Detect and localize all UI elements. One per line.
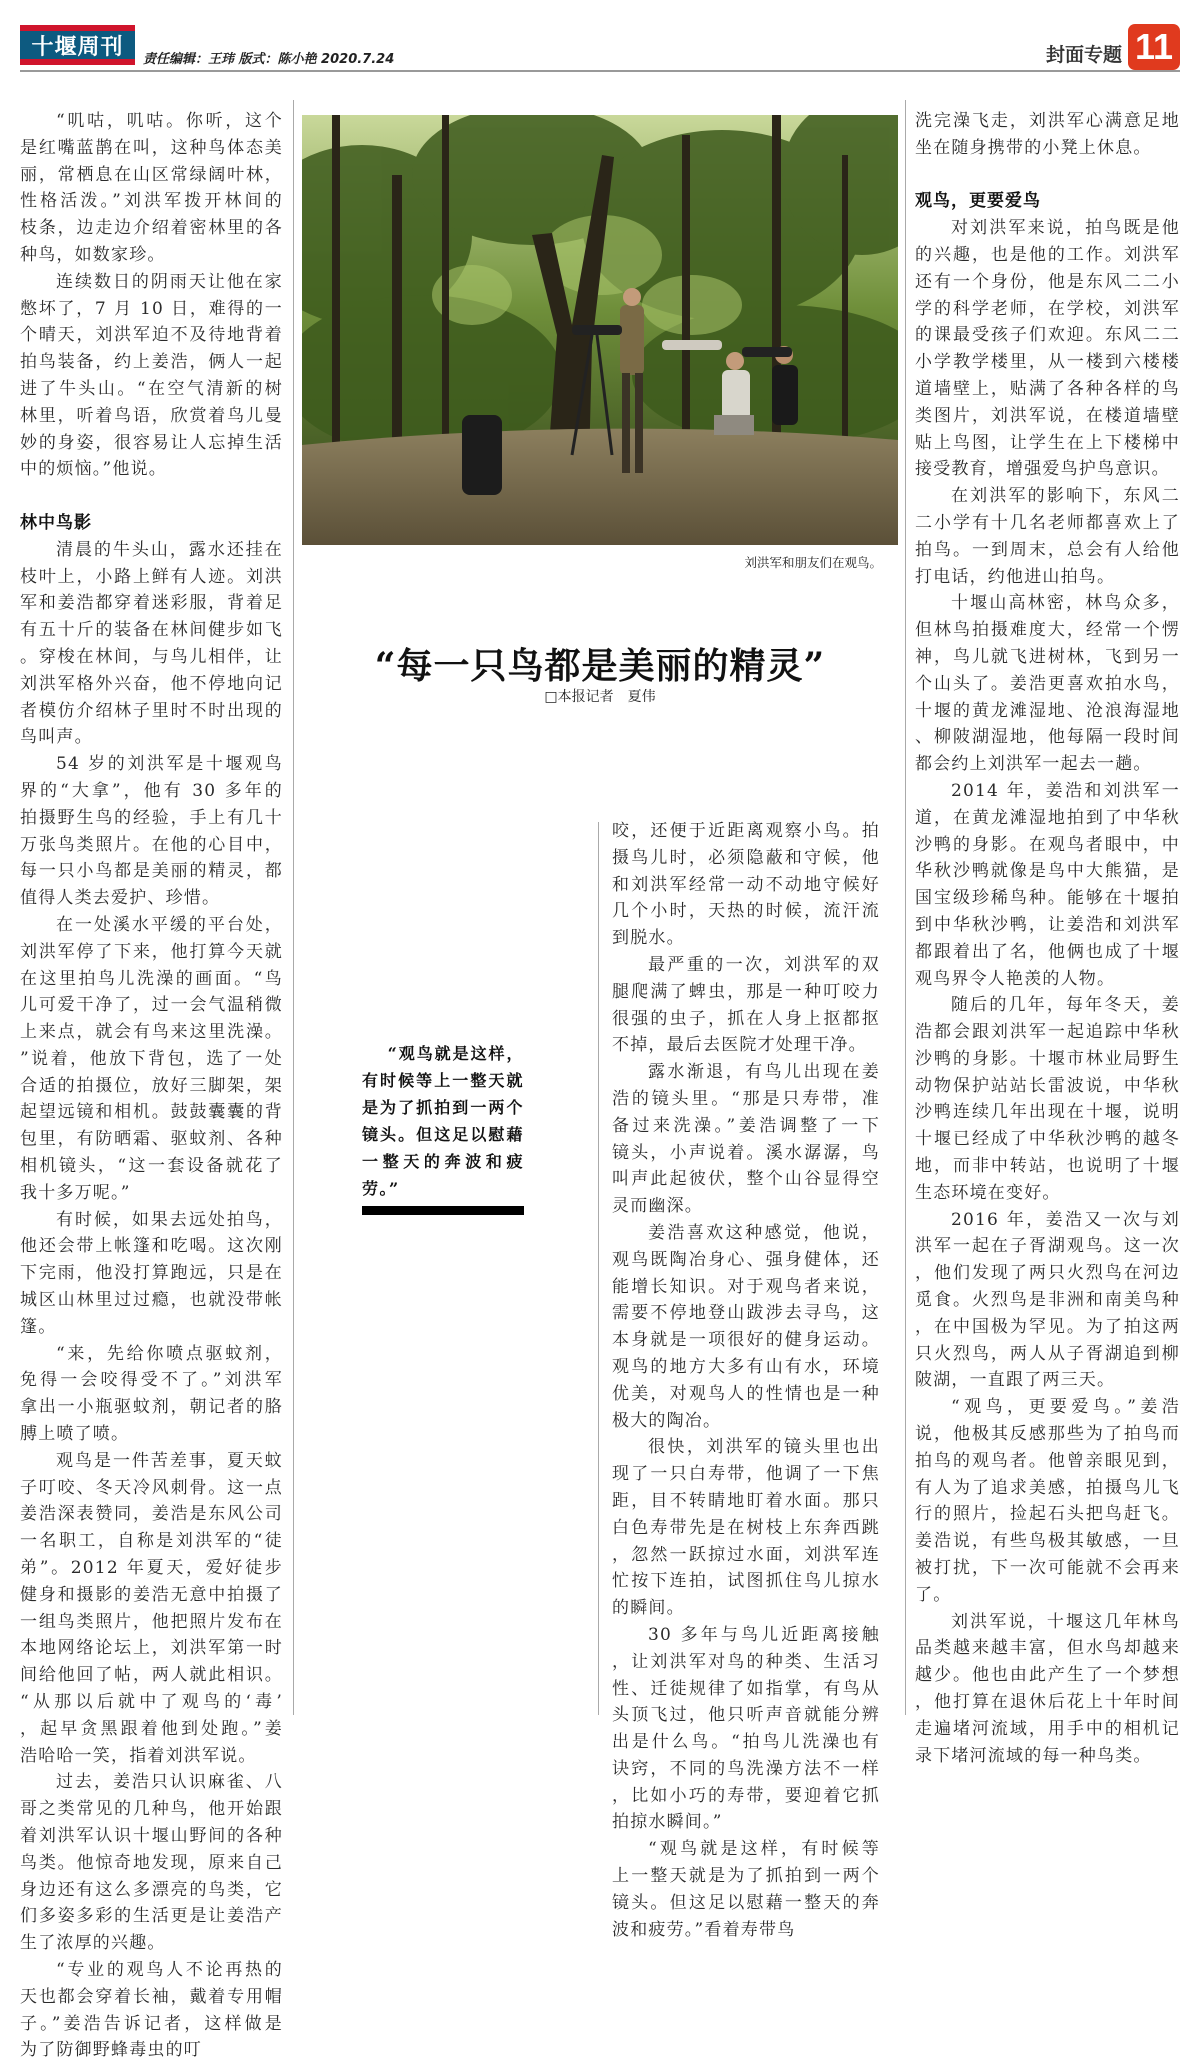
text-line: 十堰的黄龙滩湿地、沧浪海湿地 (915, 700, 1180, 721)
text-line: 观鸟既陶冶身心、强身健体，还 (612, 1249, 880, 1270)
text-line: 录下堵河流域的每一种鸟类。 (915, 1745, 1152, 1766)
text-line: ，起早贪黑跟着他到处跑。”姜 (20, 1718, 283, 1739)
text-line: 镜头。但这足以慰藉一整天的奔 (612, 1892, 880, 1913)
text-line: 值得人类去爱护、珍惜。 (20, 888, 221, 909)
text-line: 镜头，小声说着。溪水潺潺，鸟 (612, 1142, 880, 1163)
text-line: 生态环境在变好。 (915, 1182, 1061, 1203)
text-line: 的课最受孩子们欢迎。东风二二 (915, 325, 1180, 346)
text-line: 子叮咬、冬天冷风刺骨。这一点 (20, 1477, 283, 1498)
paragraph (20, 912, 283, 1207)
text-line: 十堰已经成了中华秋沙鸭的越冬 (915, 1129, 1180, 1150)
text-line: 免得一会咬得受不了。”刘洪军 (20, 1370, 283, 1391)
text-line: 只火烈鸟，两人从子胥湖追到柳 (915, 1343, 1180, 1364)
text-line: 在这里拍鸟儿洗澡的画面。“鸟 (20, 968, 283, 989)
text-line: 性格活泼。”刘洪军拨开林间的 (20, 191, 283, 212)
text-line: 优美，对观鸟人的性情也是一种 (612, 1383, 880, 1404)
paragraph (20, 1448, 283, 1770)
text-line: 个晴天，刘洪军迫不及待地背着 (20, 325, 283, 346)
text-line: 清晨的牛头山，露水还挂在 (56, 539, 283, 560)
text-line: 距，目不转睛地盯着水面。那只 (612, 1490, 880, 1511)
paragraph (915, 1394, 1180, 1608)
text-line: 的兴趣，也是他的工作。刘洪军 (915, 244, 1180, 265)
masthead-logo (20, 25, 135, 65)
text-line: 2014 年，姜浩和刘洪军一 (951, 780, 1180, 801)
text-line: 观鸟的地方大多有山有水，环境 (612, 1356, 880, 1377)
text-line: 诀窍，不同的鸟洗澡方法不一样 (612, 1758, 880, 1779)
text-line: 军和姜浩都穿着迷彩服，背着足 (20, 593, 283, 614)
text-line: 打电话，约他进山拍鸟。 (915, 566, 1116, 587)
page-number-badge: 11 (1128, 24, 1180, 70)
text-line: 妙的身姿，很容易让人忘掉生活 (20, 432, 283, 453)
text-line: 2016 年，姜浩又一次与刘 (951, 1209, 1180, 1230)
text-line: 连续数日的阴雨天让他在家 (56, 271, 283, 292)
text-line: 需要不停地登山跋涉去寻鸟，这 (612, 1303, 880, 1324)
middle-column (612, 818, 880, 1943)
text-line: 万张鸟类照片。在他的心目中， (20, 834, 283, 855)
text-line: 对刘洪军来说，拍鸟既是他 (951, 218, 1180, 239)
text-line: 本地网络论坛上，刘洪军第一时 (20, 1638, 283, 1659)
right-column (915, 108, 1180, 1769)
article-photo-birdwatchers-in-forest (302, 115, 898, 545)
text-line: 、柳陂湖湿地，他每隔一段时间 (915, 727, 1180, 748)
text-line: 洗完澡飞走，刘洪军心满意足地 (915, 111, 1180, 131)
text-line: 但林鸟拍摄难度大，经常一个愣 (915, 620, 1180, 641)
text-line: 到中华秋沙鸭，让姜浩和刘洪军 (915, 914, 1180, 935)
text-line: 动物保护站站长雷波说，中华秋 (915, 1075, 1180, 1096)
text-line: 子。”姜浩告诉记者，这样做是 (20, 2013, 283, 2034)
text-line: 观鸟界令人艳羡的人物。 (915, 968, 1116, 989)
text-line: 都会约上刘洪军一起去一趟。 (915, 754, 1152, 775)
editor-credits: 责任编辑：王玮 版式：陈小艳 2020.7.24 (143, 52, 395, 67)
text-line: 城区山林里过过瘾，也就没带帐 (20, 1290, 283, 1311)
paragraph (612, 1220, 880, 1434)
text-line: 生了浓厚的兴趣。 (20, 1933, 166, 1954)
text-line: 刘洪军说，十堰这几年林鸟 (951, 1611, 1180, 1632)
text-line: 观鸟是一件苦差事，夏天蚊 (56, 1450, 283, 1471)
column-divider-right (905, 100, 906, 1715)
text-line: ，忽然一跃掠过水面，刘洪军连 (612, 1544, 880, 1565)
text-line: 忙按下连拍，试图抓住鸟儿掠水 (612, 1571, 880, 1592)
paragraph (20, 108, 283, 269)
paragraph (915, 215, 1180, 483)
article-byline: □本报记者 夏伟 (544, 689, 656, 705)
text-line: 林里，听着鸟语，欣赏着鸟儿曼 (20, 405, 283, 426)
text-line: 现了一只白寿带，他调了一下焦 (612, 1464, 880, 1485)
text-line: 极大的陶冶。 (612, 1410, 722, 1431)
paragraph (20, 751, 283, 912)
paragraph (20, 269, 283, 483)
text-line: 姜浩喜欢这种感觉，他说， (648, 1222, 880, 1243)
text-line: 儿可爱干净了，过一会气温稍微 (20, 995, 283, 1016)
forest-photo-illustration (302, 115, 898, 545)
text-line: ，让刘洪军对鸟的种类、生活习 (612, 1651, 880, 1672)
text-line: 起望远镜和相机。鼓鼓囊囊的背 (20, 1102, 283, 1123)
text-line: 白色寿带先是在树枝上东奔西跳 (612, 1517, 880, 1538)
paragraph (915, 483, 1180, 590)
text-line: 一名职工，自称是刘洪军的“徒 (20, 1531, 283, 1552)
text-line: 鸟类。他惊奇地发现，原来自己 (20, 1852, 283, 1873)
text-line: 的瞬间。 (612, 1598, 685, 1619)
pull-quote-bar (362, 1206, 524, 1215)
text-line: 到脱水。 (612, 928, 685, 949)
text-line: 备过来洗澡。”姜浩调整了一下 (612, 1115, 880, 1136)
text-line: 在刘洪军的影响下，东风二 (951, 486, 1180, 507)
text-line: 波和疲劳。”看着寿带鸟 (612, 1919, 796, 1940)
text-line: 篷。 (20, 1316, 57, 1337)
text-line: 摄鸟儿时，必须隐蔽和守候，他 (612, 847, 880, 868)
text-line: 们多姿多彩的生活更是让姜浩产 (20, 1906, 283, 1927)
paragraph (20, 537, 283, 751)
text-line: 贴上鸟图，让学生在上下楼梯中 (915, 432, 1180, 453)
text-line: 觅食。火烈鸟是非洲和南美鸟种 (915, 1290, 1180, 1311)
text-line: 上一整天就是为了抓拍到一两个 (612, 1866, 880, 1887)
paragraph (915, 992, 1180, 1206)
paragraph (20, 1341, 283, 1448)
text-line: “专业的观鸟人不论再热的 (56, 1959, 283, 1980)
text-line: 浩哈哈一笑，指着刘洪军说。 (20, 1745, 257, 1766)
column-divider-left (293, 100, 294, 1715)
text-line: 有时候，如果去远处拍鸟， (56, 1209, 283, 1230)
text-line: 鸟叫声。 (20, 727, 93, 748)
text-line: 露水渐退，有鸟儿出现在姜 (648, 1062, 880, 1083)
text-line: 拍摄野生鸟的经验，手上有几十 (20, 807, 283, 828)
text-line: 学的科学老师，在学校，刘洪军 (915, 298, 1180, 319)
text-line: 还有一个身份，他是东风二二小 (915, 271, 1180, 292)
text-line: 弟”。2012 年夏天，爱好徒步 (20, 1558, 283, 1579)
paragraph (915, 1609, 1180, 1770)
text-line: 憋坏了，7 月 10 日，难得的一 (20, 298, 283, 319)
text-line: ，他打算在退休后花上十年时间 (915, 1692, 1180, 1713)
text-line: 枝条，边走边介绍着密林里的各 (20, 218, 283, 239)
text-line: 陂湖，一直跟了两三天。 (915, 1370, 1116, 1391)
text-line: 浩都会跟刘洪军一起追踪中华秋 (915, 1022, 1180, 1043)
text-line: 出是什么鸟。“拍鸟儿洗澡也有 (612, 1732, 880, 1753)
text-line: 叫声此起彼伏，整个山谷显得空 (612, 1169, 880, 1190)
text-line: 沙鸭连续几年出现在十堰，说明 (915, 1102, 1180, 1123)
paragraph-continued (915, 108, 1180, 162)
text-line: 十堰山高林密，林鸟众多， (951, 593, 1180, 614)
masthead-logo-text: 十堰周刊 (31, 33, 124, 60)
text-line: 为了防御野蜂毒虫的叮 (20, 2040, 202, 2061)
paragraph (612, 1059, 880, 1220)
text-line: 54 岁的刘洪军是十堰观鸟 (56, 754, 283, 775)
text-line: 着刘洪军认识十堰山野间的各种 (20, 1826, 283, 1846)
text-line: 品类越来越丰富，但水鸟却越来 (915, 1638, 1180, 1659)
text-line: “来，先给你喷点驱蚊剂， (56, 1343, 283, 1364)
text-line: 灵而幽深。 (612, 1196, 703, 1217)
text-line: ，他们发现了两只火烈鸟在河边 (915, 1263, 1180, 1284)
text-line: 进了牛头山。“在空气清新的树 (20, 378, 283, 399)
paragraph (612, 1434, 880, 1622)
text-line: 上来点，就会有鸟来这里洗澡。 (20, 1022, 283, 1043)
text-line: “观鸟就是这样，有时候等 (648, 1839, 880, 1860)
text-line: 道墙壁上，贴满了各种各样的鸟 (915, 378, 1180, 399)
text-line: 小学教学楼里，从一楼到六楼楼 (915, 352, 1180, 373)
text-line: 华秋沙鸭就像是鸟中大熊猫，是 (915, 861, 1180, 882)
text-line: 每一只小鸟都是美丽的精灵，都 (20, 861, 283, 882)
text-line: 神，鸟儿就飞进树林，飞到另一 (915, 646, 1180, 667)
paragraph (612, 952, 880, 1059)
text-line: 合适的拍摄位，放好三脚架，架 (20, 1075, 283, 1096)
text-line: 很快，刘洪军的镜头里也出 (648, 1437, 880, 1458)
text-line: 沙鸭的身影。在观鸟者眼中，中 (915, 834, 1180, 855)
paragraph-continued (612, 818, 880, 952)
text-line: 。穿梭在林间，与鸟儿相伴，让 (20, 646, 283, 667)
text-line: 天也都会穿着长袖，戴着专用帽 (20, 1986, 283, 2007)
text-line: 道，在黄龙滩湿地拍到了中华秋 (915, 807, 1180, 828)
text-line: 能增长知识。对于观鸟者来说， (612, 1276, 880, 1297)
text-line: 拍鸟的观鸟者。他曾亲眼见到， (915, 1450, 1180, 1471)
text-line: 浩的镜头里。“那是只寿带，准 (612, 1088, 880, 1109)
text-line: 拍鸟。一到周末，总会有人给他 (915, 539, 1180, 560)
text-line: “从那以后就中了观鸟的‘毒’ (20, 1692, 283, 1713)
column-divider-middle (598, 822, 599, 1715)
text-line: 种鸟，如数家珍。 (20, 244, 166, 265)
paragraph (915, 778, 1180, 992)
article-title: “每一只鸟都是美丽的精灵” (374, 645, 826, 687)
text-line: 丽，常栖息在山区常绿阔叶林， (20, 164, 283, 185)
text-line: 接受教育，增强爱鸟护鸟意识。 (915, 459, 1170, 480)
text-line: 很强的虫子，抓在人身上抠都抠 (612, 1008, 880, 1029)
text-line: “观鸟，更要爱鸟。”姜浩 (951, 1397, 1180, 1418)
text-line: 健身和摄影的姜浩无意中拍摄了 (20, 1584, 283, 1605)
text-line: 中的烦恼。”他说。 (20, 459, 167, 480)
text-line: “叽咕，叽咕。你听，这个 (56, 111, 283, 131)
left-column (20, 108, 283, 2064)
text-line: 个山头了。姜浩更喜欢拍水鸟， (915, 673, 1180, 694)
text-line: 类图片，刘洪军说，在楼道墙壁 (915, 405, 1180, 426)
text-line: 拍掠水瞬间。” (612, 1812, 723, 1833)
text-line: 膊上喷了喷。 (20, 1424, 130, 1445)
text-line: 身边还有这么多漂亮的鸟类，它 (20, 1879, 283, 1900)
text-line: 越少。他也由此产生了一个梦想 (915, 1665, 1180, 1686)
paragraph (612, 1622, 880, 1836)
text-line: 在一处溪水平缓的平台处， (56, 914, 283, 935)
text-line: ”说着，他放下背包，选了一处 (20, 1048, 283, 1069)
text-line: 说，他极其反感那些为了拍鸟而 (915, 1424, 1180, 1445)
text-line: 有五十斤的装备在林间健步如飞 (20, 620, 283, 641)
text-line: 腿爬满了蜱虫，那是一种叮咬力 (612, 981, 880, 1002)
paragraph (20, 1957, 283, 2064)
text-line: 拍鸟装备，约上姜浩，俩人一起 (20, 352, 283, 373)
text-line: 刘洪军停了下来，他打算今天就 (20, 941, 283, 962)
text-line: ，在中国极为罕见。为了拍这两 (915, 1316, 1180, 1337)
text-line: 过去，姜浩只认识麻雀、八 (56, 1772, 283, 1793)
paragraph (20, 1769, 283, 1957)
text-line: 坐在随身携带的小凳上休息。 (915, 137, 1152, 158)
text-line: 了。 (915, 1584, 952, 1605)
text-line: 洪军一起在子胥湖观鸟。这一次 (915, 1236, 1180, 1257)
text-line: 咬，还便于近距离观察小鸟。拍 (612, 821, 880, 841)
text-line: 有人为了追求美感，拍摄鸟儿飞 (915, 1477, 1180, 1498)
text-line: 相机镜头，“这一套设备就花了 (20, 1156, 283, 1177)
text-line: 地，而非中转站，也说明了十堰 (915, 1156, 1180, 1177)
text-line: 我十多万呢。” (20, 1182, 131, 1203)
text-line: 姜浩说，有些鸟极其敏感，一旦 (915, 1531, 1180, 1552)
paragraph (20, 1207, 283, 1341)
text-line: 他还会带上帐篷和吃喝。这次刚 (20, 1236, 283, 1257)
text-line: 本身就是一项很好的健身运动。 (612, 1330, 880, 1351)
paragraph (612, 1836, 880, 1943)
text-line: 国宝级珍稀鸟种。能够在十堰拍 (915, 888, 1180, 909)
text-line: 包里，有防晒霜、驱蚊剂、各种 (20, 1129, 283, 1150)
text-line: 被打扰，下一次可能就不会再来 (915, 1558, 1180, 1579)
text-line: 不掉，最后去医院才处理干净。 (612, 1035, 867, 1056)
text-line: 枝叶上，小路上鲜有人迹。刘洪 (20, 566, 283, 587)
text-line: 间给他回了帖，两人就此相识。 (20, 1665, 283, 1686)
subheading: 观鸟，更要爱鸟 (915, 191, 1041, 212)
text-line: 头顶飞过，他只听声音就能分辨 (612, 1705, 880, 1726)
text-line: 走遍堵河流域，用手中的相机记 (915, 1718, 1180, 1739)
text-line: 界的“大拿”，他有 30 多年的 (20, 780, 283, 801)
text-line: 30 多年与鸟儿近距离接触 (648, 1624, 880, 1645)
text-line: 都跟着出了名，他俩也成了十堰 (915, 941, 1180, 962)
text-line: 者模仿介绍林子里时不时出现的 (20, 700, 283, 721)
paragraph (915, 590, 1180, 778)
text-line: 拿出一小瓶驱蚊剂，朝记者的胳 (20, 1397, 283, 1418)
text-line: 哥之类常见的几种鸟，他开始跟 (20, 1799, 283, 1820)
text-line: 随后的几年，每年冬天，姜 (951, 995, 1180, 1016)
text-line: 几个小时，天热的时候，流汗流 (612, 901, 880, 922)
text-line: 沙鸭的身影。十堰市林业局野生 (915, 1048, 1180, 1069)
text-line: 二小学有十几名老师都喜欢上了 (915, 512, 1180, 533)
text-line: ，比如小巧的寿带，要迎着它抓 (612, 1785, 880, 1806)
text-line: 和刘洪军经常一动不动地守候好 (612, 874, 880, 895)
pull-quote-text: “观鸟就是这样，有时候等上一整天就是为了抓拍到一两个镜头。但这足以慰藉一整天的奔波和疲劳。” (362, 1044, 524, 1198)
subheading: 林中鸟影 (20, 512, 92, 533)
photo-caption: 刘洪军和朋友们在观鸟。 (744, 555, 882, 570)
paragraph (915, 1207, 1180, 1395)
pull-quote (362, 1040, 524, 1215)
text-line: 刘洪军格外兴奋，他不停地向记 (20, 673, 283, 694)
text-line: 最严重的一次，刘洪军的双 (648, 954, 880, 975)
text-line: 下完雨，他没打算跑远，只是在 (20, 1263, 283, 1284)
section-title: 封面专题 (1045, 44, 1122, 66)
text-line: 性、迁徙规律了如指掌，有鸟从 (612, 1678, 880, 1699)
text-line: 是红嘴蓝鹊在叫，这种鸟体态美 (20, 137, 283, 158)
text-line: 行的照片，捡起石头把鸟赶飞。 (915, 1504, 1180, 1525)
header-rule (20, 70, 1180, 72)
text-line: 一组鸟类照片，他把照片发布在 (20, 1611, 283, 1632)
text-line: 姜浩深表赞同，姜浩是东风公司 (20, 1504, 283, 1525)
